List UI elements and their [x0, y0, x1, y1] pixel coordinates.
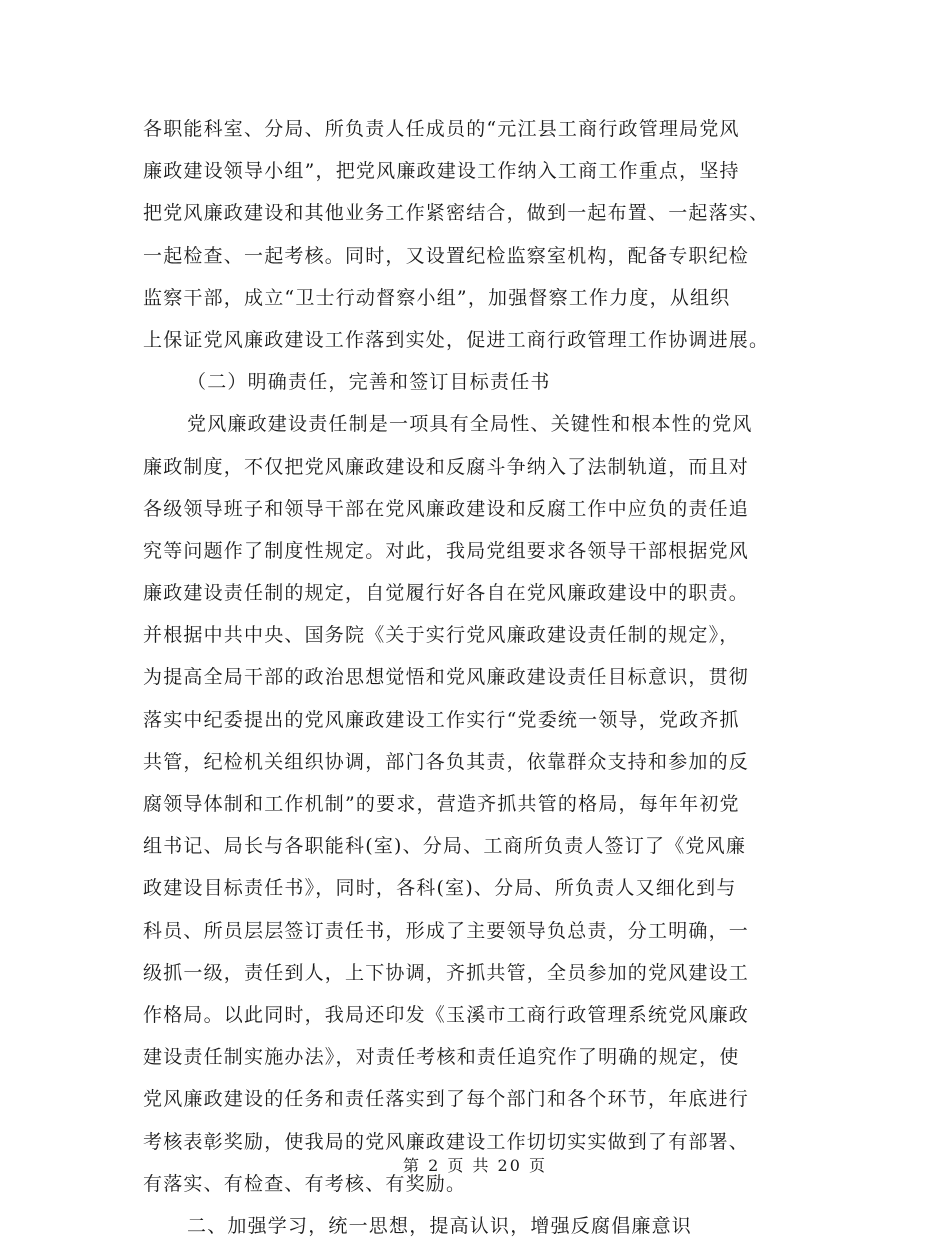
body-text-line: 共管，纪检机关组织协调，部门各负其责，依靠群众支持和参加的反 [143, 750, 750, 773]
page-number-footer: 第 2 页 共 20 页 [403, 1156, 547, 1175]
section-heading: 二、加强学习，统一思想，提高认识，增强反腐倡廉意识 [187, 1214, 693, 1237]
body-text-line: 政建设目标责任书》，同时，各科(室)、分局、所负责人又细化到与 [143, 877, 737, 900]
body-text-line: 级抓一级，责任到人，上下协调，齐抓共管，全员参加的党风建设工 [143, 961, 750, 984]
body-text-line: 党风廉政建设的任务和责任落实到了每个部门和各个环节，年底进行 [143, 1088, 750, 1111]
body-text-line: 党风廉政建设责任制是一项具有全局性、关键性和根本性的党风 [187, 413, 753, 436]
body-text-line: 究等问题作了制度性规定。对此，我局党组要求各领导干部根据党风 [143, 539, 750, 562]
body-text-line: 一起检查、一起考核。同时，又设置纪检监察室机构，配备专职纪检 [143, 244, 750, 267]
section-heading: （二）明确责任，完善和签订目标责任书 [187, 371, 551, 394]
body-text-line: 各级领导班子和领导干部在党风廉政建设和反腐工作中应负的责任追 [143, 497, 750, 520]
body-text-line: 为提高全局干部的政治思想觉悟和党风廉政建设责任目标意识，贯彻 [143, 666, 750, 689]
body-text-line: 有落实、有检查、有考核、有奖励。 [143, 1172, 467, 1195]
body-text-line: 廉政制度，不仅把党风廉政建设和反腐斗争纳入了法制轨道，而且对 [143, 455, 750, 478]
body-text-line: 监察干部，成立“卫士行动督察小组”，加强督察工作力度，从组织 [143, 286, 731, 309]
document-body [143, 108, 813, 1247]
body-text-line: 廉政建设责任制的规定，自觉履行好各自在党风廉政建设中的职责。 [143, 582, 750, 605]
body-text-line: 把党风廉政建设和其他业务工作紧密结合，做到一起布置、一起落实、 [143, 202, 770, 225]
body-text-line: 建设责任制实施办法》，对责任考核和责任追究作了明确的规定，使 [143, 1046, 740, 1069]
body-text-line: 组书记、局长与各职能科(室)、分局、工商所负责人签订了《党风廉 [143, 835, 747, 858]
body-text-line: 考核表彰奖励，使我局的党风廉政建设工作切切实实做到了有部署、 [143, 1130, 750, 1153]
body-text-line: 腐领导体制和工作机制”的要求，营造齐抓共管的格局，每年年初党 [143, 793, 740, 815]
body-text-line: 科员、所员层层签订责任书，形成了主要领导负总责，分工明确，一 [143, 919, 750, 942]
body-text-line: 廉政建设领导小组”，把党风廉政建设工作纳入工商工作重点，坚持 [143, 160, 740, 183]
body-text-line: 并根据中共中央、国务院《关于实行党风廉政建设责任制的规定》， [143, 624, 740, 647]
body-text-line: 上保证党风廉政建设工作落到实处，促进工商行政管理工作协调进展。 [143, 328, 770, 351]
body-text-line: 各职能科室、分局、所负责人任成员的“元江县工商行政管理局党风 [143, 118, 740, 140]
body-text-line: 作格局。以此同时，我局还印发《玉溪市工商行政管理系统党风廉政 [143, 1003, 750, 1026]
body-text-line: 落实中纪委提出的党风廉政建设工作实行“党委统一领导，党政齐抓 [143, 708, 740, 731]
